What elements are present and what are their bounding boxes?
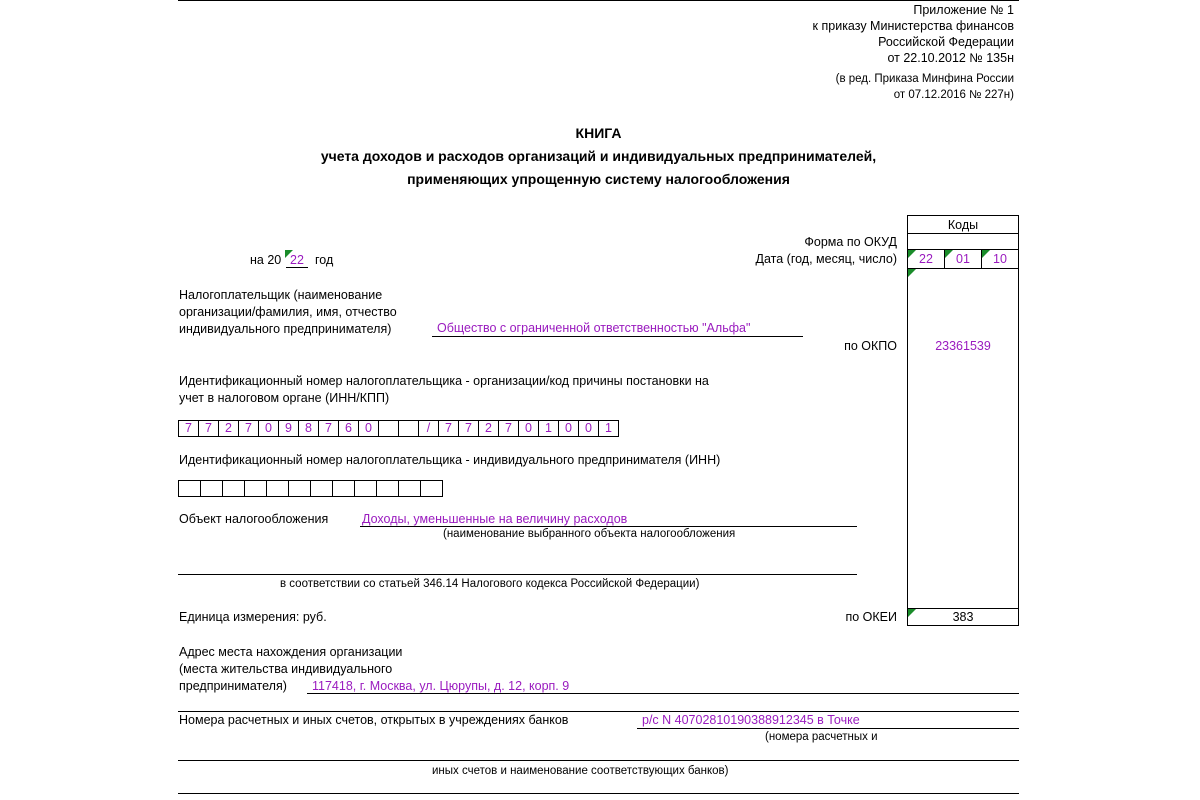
inn-digit: 7 bbox=[178, 420, 199, 437]
inn-ip-digit bbox=[310, 480, 333, 497]
inn-ip-digit bbox=[332, 480, 355, 497]
date-year-value: 22 bbox=[919, 252, 933, 266]
codes-column bbox=[907, 215, 1019, 626]
date-month-value: 01 bbox=[956, 252, 970, 266]
year-suffix: год bbox=[315, 253, 334, 267]
address-label-3: предпринимателя) bbox=[179, 679, 287, 693]
year-value[interactable]: 22 bbox=[290, 253, 304, 267]
inn-cells[interactable] bbox=[178, 420, 619, 437]
inn-digit: 6 bbox=[338, 420, 359, 437]
top-border bbox=[178, 0, 1019, 1]
kpp-digit: 0 bbox=[518, 420, 539, 437]
accounts-caption-1: (номера расчетных и bbox=[765, 731, 878, 743]
okpo-label: по ОКПО bbox=[844, 339, 897, 353]
order-line: к приказу Министерства финансов bbox=[812, 19, 1014, 33]
inn-digit bbox=[398, 420, 419, 437]
kpp-digit: 7 bbox=[498, 420, 519, 437]
inn-digit: 7 bbox=[198, 420, 219, 437]
kpp-digit: 7 bbox=[438, 420, 459, 437]
kpp-digit: 0 bbox=[558, 420, 579, 437]
inn-digit: 7 bbox=[238, 420, 259, 437]
tax-object-footnote: в соответствии со статьей 346.14 Налогового кодекса Российской Федерации) bbox=[280, 578, 700, 590]
page-subtitle-2: применяющих упрощенную систему налогообложения bbox=[407, 171, 790, 187]
inn-ip-digit bbox=[266, 480, 289, 497]
accounts-label: Номера расчетных и иных счетов, открытых в учреждениях банков bbox=[179, 713, 569, 727]
taxpayer-label-2: организации/фамилия, имя, отчество bbox=[179, 305, 397, 319]
year-prefix: на 20 bbox=[250, 253, 282, 267]
kpp-digit: 2 bbox=[478, 420, 499, 437]
codes-header-line bbox=[907, 233, 1019, 234]
date-label: Дата (год, месяц, число) bbox=[755, 252, 897, 266]
tax-object-label: Объект налогообложения bbox=[179, 512, 329, 526]
revision-line-1: (в ред. Приказа Минфина России bbox=[835, 73, 1014, 85]
inn-digit: 0 bbox=[258, 420, 279, 437]
taxpayer-underline bbox=[432, 336, 803, 337]
inn-ip-digit bbox=[178, 480, 201, 497]
inn-ip-digit bbox=[200, 480, 223, 497]
inn-digit bbox=[378, 420, 399, 437]
taxpayer-label-1: Налогоплательщик (наименование bbox=[179, 288, 383, 302]
address-value[interactable]: 117418, г. Москва, ул. Цюрупы, д. 12, корп. 9 bbox=[312, 679, 570, 693]
accounts-third-line bbox=[178, 793, 1019, 794]
order-date: от 22.10.2012 № 135н bbox=[887, 51, 1014, 65]
inn-digit: 9 bbox=[278, 420, 299, 437]
inn-kpp-label-1: Идентификационный номер налогоплательщика - организации/код причины постановки на bbox=[179, 374, 709, 388]
taxpayer-name[interactable]: Общество с ограниченной ответственностью "Альфа" bbox=[437, 321, 751, 335]
inn-ip-digit bbox=[244, 480, 267, 497]
okud-label: Форма по ОКУД bbox=[804, 235, 897, 249]
unit-label: Единица измерения: руб. bbox=[179, 610, 327, 624]
inn-ip-digit bbox=[288, 480, 311, 497]
inn-digit: 7 bbox=[318, 420, 339, 437]
page-title: КНИГА bbox=[575, 125, 622, 141]
okpo-marker bbox=[908, 269, 916, 277]
address-underline bbox=[307, 693, 1019, 694]
appendix-number: Приложение № 1 bbox=[913, 3, 1014, 17]
revision-line-2: от 07.12.2016 № 227н) bbox=[893, 89, 1014, 101]
accounts-value[interactable]: р/с N 40702810190388912345 в Точке bbox=[642, 713, 860, 727]
inn-ip-digit bbox=[398, 480, 421, 497]
inn-kpp-separator: / bbox=[418, 420, 439, 437]
codes-header: Коды bbox=[947, 218, 979, 232]
kpp-digit: 0 bbox=[578, 420, 599, 437]
kpp-digit: 7 bbox=[458, 420, 479, 437]
inn-ip-digit bbox=[376, 480, 399, 497]
accounts-second-line bbox=[178, 760, 1019, 761]
accounts-caption-2: иных счетов и наименование соответствующих банков) bbox=[432, 765, 729, 777]
kpp-digit: 1 bbox=[598, 420, 619, 437]
year-underline bbox=[286, 267, 308, 268]
federation-line: Российской Федерации bbox=[878, 35, 1014, 49]
inn-ip-label: Идентификационный номер налогоплательщика - индивидуального предпринимателя (ИНН) bbox=[179, 453, 721, 467]
inn-digit: 0 bbox=[358, 420, 379, 437]
inn-digit: 2 bbox=[218, 420, 239, 437]
kpp-digit: 1 bbox=[538, 420, 559, 437]
inn-kpp-label-2: учет в налоговом органе (ИНН/КПП) bbox=[179, 391, 390, 405]
tax-object-underline bbox=[360, 526, 857, 527]
accounts-underline bbox=[637, 728, 1019, 729]
date-day-value: 10 bbox=[993, 252, 1007, 266]
okei-value[interactable]: 383 bbox=[952, 610, 974, 624]
inn-digit: 8 bbox=[298, 420, 319, 437]
okei-top-line bbox=[907, 608, 1019, 609]
page-subtitle-1: учета доходов и расходов организаций и индивидуальных предпринимателей, bbox=[320, 148, 877, 164]
address-label-2: (места жительства индивидуального bbox=[179, 662, 393, 676]
address-label-1: Адрес места нахождения организации bbox=[179, 645, 403, 659]
tax-object-second-line bbox=[178, 574, 857, 575]
tax-object-caption: (наименование выбранного объекта налогообложения bbox=[443, 528, 736, 540]
okpo-value[interactable]: 23361539 bbox=[935, 339, 991, 353]
inn-ip-digit bbox=[354, 480, 377, 497]
inn-ip-cells[interactable] bbox=[178, 480, 443, 497]
inn-ip-digit bbox=[222, 480, 245, 497]
address-second-line bbox=[178, 711, 1019, 712]
okei-label: по ОКЕИ bbox=[845, 610, 897, 624]
taxpayer-label-3: индивидуального предпринимателя) bbox=[179, 322, 392, 336]
inn-ip-digit bbox=[420, 480, 443, 497]
tax-object-value[interactable]: Доходы, уменьшенные на величину расходов bbox=[362, 512, 628, 526]
